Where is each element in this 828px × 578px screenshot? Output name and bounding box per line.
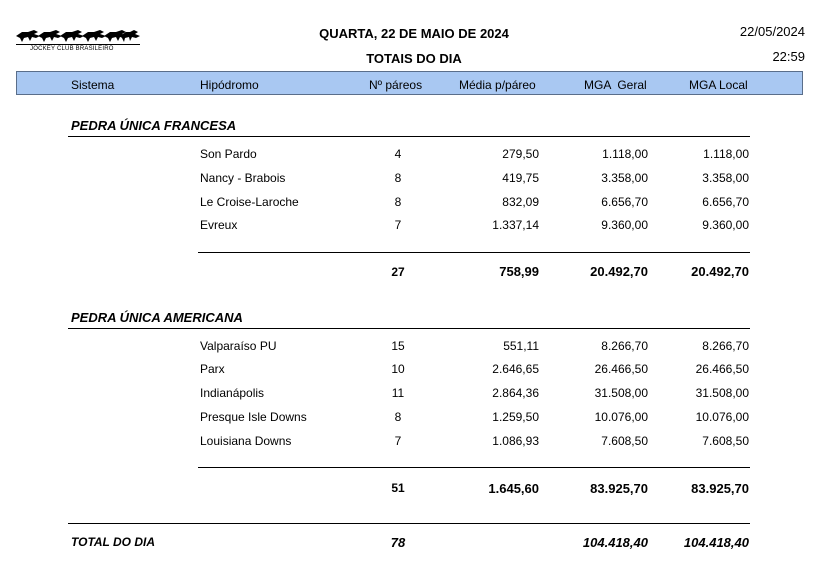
column-header-hipodromo: Hipódromo: [200, 78, 259, 92]
mga-geral-cell: 9.360,00: [601, 218, 648, 232]
mga-local-cell: 31.508,00: [695, 386, 749, 400]
media-cell: 832,09: [502, 195, 539, 209]
pareos-cell: 7: [394, 218, 402, 232]
hipodromo-cell: Louisiana Downs: [200, 434, 292, 448]
mga-geral-cell: 3.358,00: [601, 171, 648, 185]
subtotal-media: 758,99: [499, 264, 539, 279]
logo-caption: JOCKEY CLUB BRASILEIRO: [30, 46, 114, 52]
mga-local-cell: 26.466,50: [695, 362, 749, 376]
mga-geral-cell: 26.466,50: [594, 362, 648, 376]
subtotal-mga-local: 20.492,70: [691, 264, 749, 279]
subtotal-divider: [198, 467, 750, 468]
section-title: PEDRA ÚNICA FRANCESA: [71, 118, 237, 133]
hipodromo-cell: Parx: [200, 362, 225, 376]
subtotal-pareos: 27: [391, 265, 405, 279]
mga-local-cell: 10.076,00: [695, 410, 749, 424]
pareos-cell: 11: [391, 386, 405, 400]
section-divider: [68, 328, 750, 329]
media-cell: 551,11: [503, 339, 539, 353]
hipodromo-cell: Son Pardo: [200, 147, 257, 161]
subtotal-mga-geral: 83.925,70: [590, 481, 648, 496]
subtotal-pareos: 51: [391, 481, 405, 495]
pareos-cell: 8: [394, 195, 402, 209]
pareos-cell: 8: [394, 171, 402, 185]
report-subtitle: TOTAIS DO DIA: [366, 51, 462, 66]
pareos-cell: 15: [391, 339, 405, 353]
hipodromo-cell: Evreux: [200, 218, 238, 232]
column-header-mga-geral: MGA Geral: [584, 78, 647, 92]
column-header-bar: [16, 71, 803, 95]
mga-geral-cell: 10.076,00: [594, 410, 648, 424]
mga-local-cell: 7.608,50: [702, 434, 749, 448]
subtotal-mga-local: 83.925,70: [691, 481, 749, 496]
mga-geral-cell: 6.656,70: [601, 195, 648, 209]
mga-geral-cell: 1.118,00: [602, 147, 648, 161]
mga-local-cell: 3.358,00: [702, 171, 749, 185]
column-header-media: Média p/páreo: [459, 78, 536, 92]
pareos-cell: 4: [394, 147, 402, 161]
column-header-mga-local: MGA Local: [689, 78, 748, 92]
hipodromo-cell: Valparaíso PU: [200, 339, 277, 353]
mga-local-cell: 9.360,00: [702, 218, 749, 232]
column-header-sistema: Sistema: [71, 78, 115, 92]
subtotal-mga-geral: 20.492,70: [590, 264, 648, 279]
mga-local-cell: 6.656,70: [702, 195, 749, 209]
mga-geral-cell: 8.266,70: [601, 339, 648, 353]
pareos-cell: 7: [394, 434, 402, 448]
hipodromo-cell: Le Croise-Laroche: [200, 195, 299, 209]
grand-total-pareos: 78: [390, 535, 406, 550]
section-title: PEDRA ÚNICA AMERICANA: [71, 310, 243, 325]
grand-total-mga-local: 104.418,40: [683, 535, 749, 550]
hipodromo-cell: Indianápolis: [200, 386, 265, 400]
subtotal-media: 1.645,60: [488, 481, 539, 496]
grand-total-divider: [68, 523, 750, 524]
report-title: QUARTA, 22 DE MAIO DE 2024: [319, 26, 509, 41]
grand-total-mga-geral: 104.418,40: [582, 535, 648, 550]
media-cell: 419,75: [502, 171, 539, 185]
column-header-pareos: Nº páreos: [369, 78, 423, 92]
report-date: 22/05/2024: [739, 24, 805, 39]
mga-geral-cell: 7.608,50: [601, 434, 648, 448]
pareos-cell: 10: [391, 362, 405, 376]
media-cell: 1.259,50: [492, 410, 539, 424]
report-time: 22:59: [772, 49, 805, 64]
mga-local-cell: 1.118,00: [703, 147, 749, 161]
media-cell: 1.337,14: [492, 218, 539, 232]
hipodromo-cell: Presque Isle Downs: [200, 410, 307, 424]
media-cell: 2.864,36: [492, 386, 539, 400]
section-divider: [68, 136, 750, 137]
media-cell: 1.086,93: [492, 434, 539, 448]
media-cell: 279,50: [502, 147, 539, 161]
pareos-cell: 8: [394, 410, 402, 424]
mga-geral-cell: 31.508,00: [594, 386, 648, 400]
mga-local-cell: 8.266,70: [702, 339, 749, 353]
subtotal-divider: [198, 252, 750, 253]
media-cell: 2.646,65: [492, 362, 539, 376]
grand-total-label: TOTAL DO DIA: [71, 535, 155, 549]
hipodromo-cell: Nancy - Brabois: [200, 171, 286, 185]
